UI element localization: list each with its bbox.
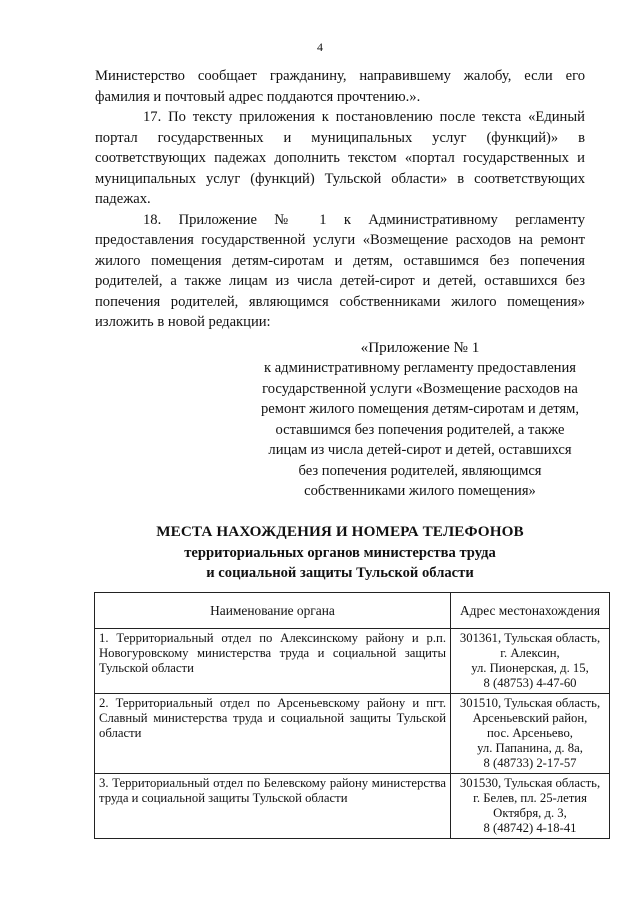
page-number: 4	[317, 40, 323, 54]
address-line: 301361, Тульская область,	[459, 631, 601, 645]
address-line: 301530, Тульская область,	[459, 776, 601, 790]
appendix-line: без попечения родителей, являющимся	[298, 462, 542, 479]
paragraph-continuation: Министерство сообщает гражданину, направившему жалобу, если его фамилия и почтовый адрес поддаются прочтению.».	[95, 68, 585, 105]
appendix-line: ремонт жилого помещения детям-сиротам и детям,	[260, 401, 580, 417]
address-line: ул. Пионерская, д. 15,	[471, 661, 589, 675]
table-header-row	[95, 593, 610, 629]
address-line: г. Белев, пл. 25-летия	[473, 791, 587, 805]
appendix-line: к административному регламенту предоставления	[263, 360, 577, 376]
address-line: Арсеньевский район,	[472, 711, 588, 725]
appendix-line: собственниками жилого помещения»	[304, 483, 536, 499]
paragraph-18: 18. Приложение № 1 к Административному регламенту предоставления государственной услуги «Возмещение расходов на ремонт жилого помещения детям-сиротам и детям, оставшимся без попечения родителей, а также лицам из числа детей-сирот и детей, оставшихся без попечения родителей, являющимся собственниками жилого помещения» изложить в новой редакции:	[95, 211, 585, 330]
table-row	[95, 774, 610, 839]
heading-line-1: МЕСТА НАХОЖДЕНИЯ И НОМЕРА ТЕЛЕФОНОВ	[156, 523, 524, 540]
column-header-address: Адрес местонахождения	[451, 593, 610, 629]
appendix-line: лицам из числа детей-сирот и детей, оставшихся	[268, 442, 572, 458]
address-line: Октября, д. 3,	[493, 806, 567, 820]
appendix-line: оставшимся без попечения родителей, а также	[275, 421, 565, 438]
office-address	[451, 629, 610, 694]
office-name: 2. Территориальный отдел по Арсеньевскому району и пгт. Славный министерства труда и социальной защиты Тульской области	[95, 694, 451, 774]
body-text	[95, 66, 585, 333]
table-row	[95, 694, 610, 774]
section-heading	[95, 522, 585, 584]
appendix-title: «Приложение № 1	[360, 339, 480, 356]
phone-line: 8 (48753) 4-47-60	[483, 676, 577, 690]
phone-line: 8 (48742) 4-18-41	[483, 821, 577, 835]
heading-line-3: и социальной защиты Тульской области	[206, 565, 474, 581]
offices-table	[94, 592, 610, 839]
address-line: г. Алексин,	[500, 646, 560, 660]
table-row	[95, 629, 610, 694]
phone-line: 8 (48733) 2-17-57	[483, 756, 577, 770]
appendix-header	[252, 337, 588, 502]
office-address	[451, 694, 610, 774]
address-line: 301510, Тульская область,	[459, 696, 601, 710]
appendix-line: государственной услуги «Возмещение расходов на	[262, 380, 578, 397]
heading-line-2: территориальных органов министерства труда	[184, 544, 496, 561]
address-line: ул. Папанина, д. 8а,	[477, 741, 583, 755]
office-address	[451, 774, 610, 839]
office-name: 3. Территориальный отдел по Белевскому району министерства труда и социальной защиты Тульской области	[95, 774, 451, 839]
column-header-name: Наименование органа	[95, 593, 451, 629]
paragraph-17: 17. По тексту приложения к постановлению после текста «Единый портал государственных и муниципальных услуг (функций)» в соответствующих падежах дополнить текстом «портал государственных и муниципальных услуг (функций) Тульской области» в соответствующих падежах.	[95, 109, 585, 207]
address-line: пос. Арсеньево,	[487, 726, 573, 740]
office-name: 1. Территориальный отдел по Алексинскому району и р.п. Новогуровскому министерства труда и социальной защиты Тульской области	[95, 629, 451, 694]
